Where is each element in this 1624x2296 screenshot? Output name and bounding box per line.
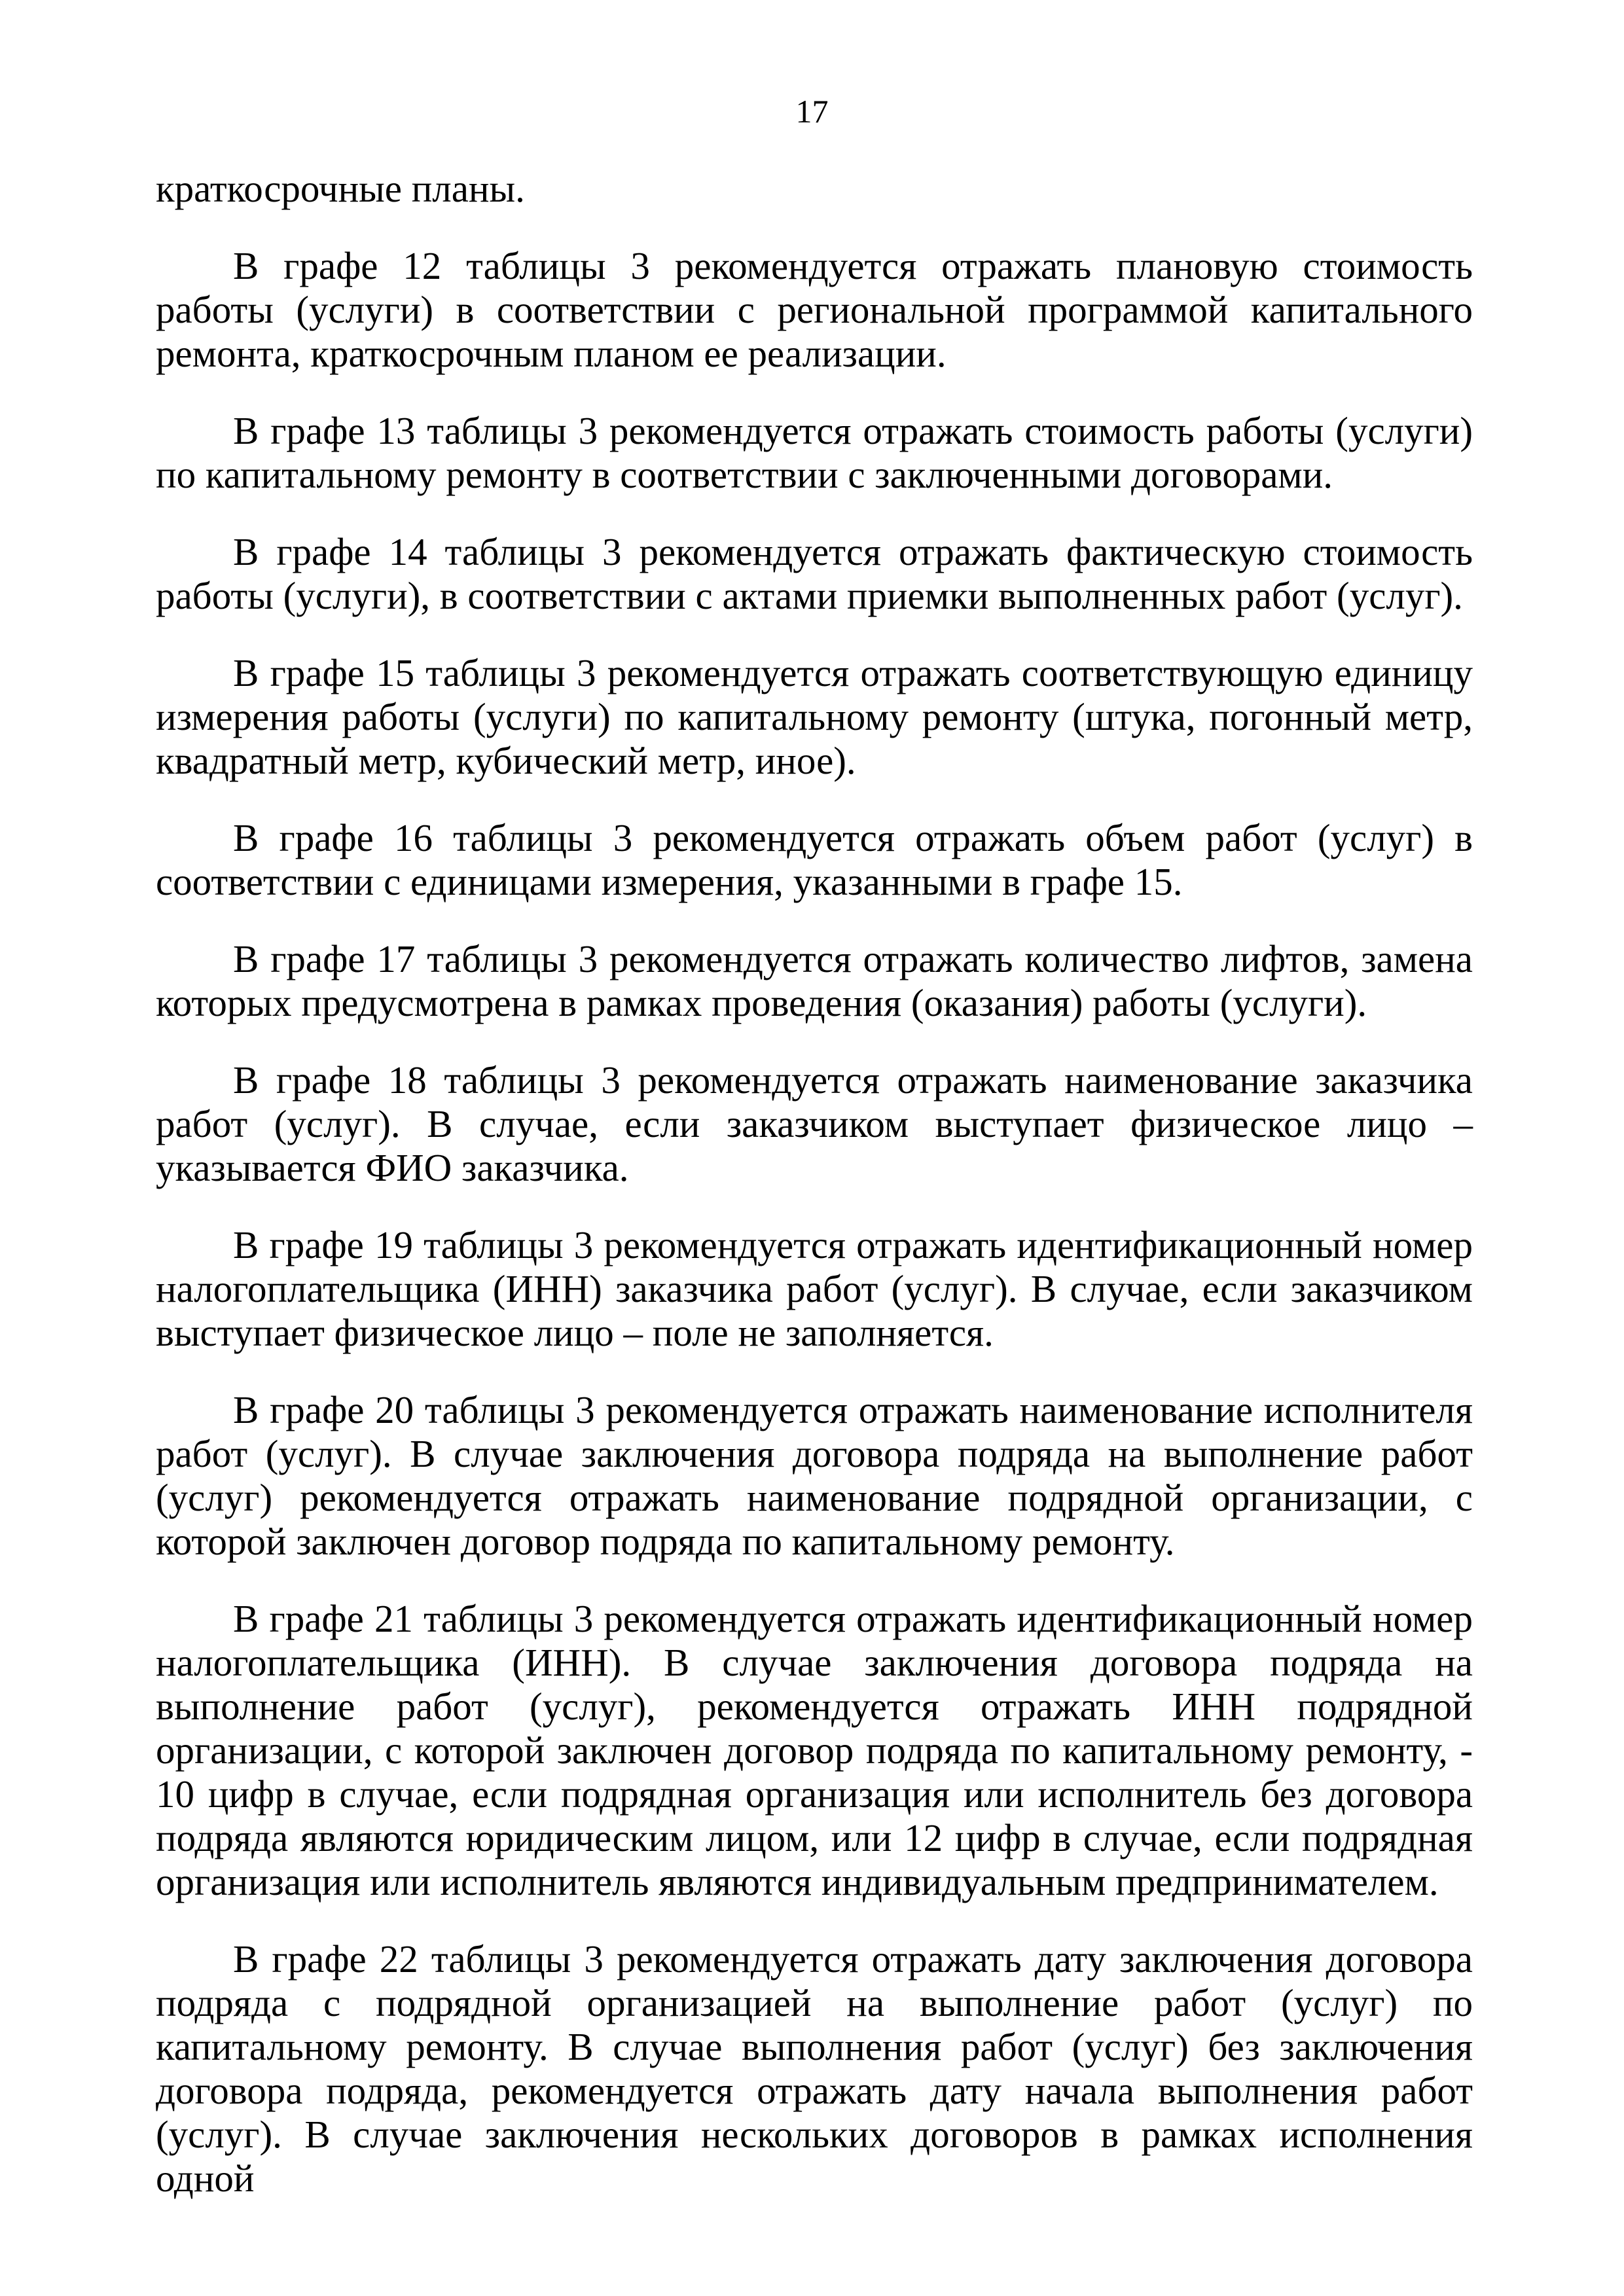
paragraph-column-17: В графе 17 таблицы 3 рекомендуется отражать количество лифтов, замена которых предусмотрена в рамках проведения (оказания) работы (услуги). [156,937,1473,1024]
paragraph-column-15: В графе 15 таблицы 3 рекомендуется отражать соответствующую единицу измерения работы (услуги) по капитальному ремонту (штука, погонный метр, квадратный метр, кубический метр, иное). [156,651,1473,782]
paragraph-column-20: В графе 20 таблицы 3 рекомендуется отражать наименование исполнителя работ (услуг). В случае заключения договора подряда на выполнение работ (услуг) рекомендуется отражать наименование подрядной организации, с которой заключен договор подряда по капитальному ремонту. [156,1388,1473,1563]
paragraph-column-22: В графе 22 таблицы 3 рекомендуется отражать дату заключения договора подряда с подрядной организацией на выполнение работ (услуг) по капитальному ремонту. В случае выполнения работ (услуг) без заключения договора подряда, рекомендуется отражать дату начала выполнения работ (услуг). В случае заключения нескольких договоров в рамках исполнения одной [156,1937,1473,2200]
paragraph-column-13: В графе 13 таблицы 3 рекомендуется отражать стоимость работы (услуги) по капитальному ремонту в соответствии с заключенными договорами. [156,409,1473,496]
paragraph-column-19: В графе 19 таблицы 3 рекомендуется отражать идентификационный номер налогоплательщика (ИНН) заказчика работ (услуг). В случае, если заказчиком выступает физическое лицо – поле не заполняется. [156,1223,1473,1354]
paragraph-column-12: В графе 12 таблицы 3 рекомендуется отражать плановую стоимость работы (услуги) в соответствии с региональной программой капитального ремонта, краткосрочным планом ее реализации. [156,244,1473,375]
document-body [156,167,1473,2200]
paragraph-column-18: В графе 18 таблицы 3 рекомендуется отражать наименование заказчика работ (услуг). В случае, если заказчиком выступает физическое лицо – указывается ФИО заказчика. [156,1058,1473,1189]
paragraph-continuation: краткосрочные планы. [156,167,525,210]
paragraph-column-21: В графе 21 таблицы 3 рекомендуется отражать идентификационный номер налогоплательщика (ИНН). В случае заключения договора подряда на выполнение работ (услуг), рекомендуется отражать ИНН подрядной организации, с которой заключен договор подряда по капитальному ремонту, - 10 цифр в случае, если подрядная организация или исполнитель без договора подряда являются юридическим лицом, или 12 цифр в случае, если подрядная организация или исполнитель являются индивидуальным предпринимателем. [156,1597,1473,1903]
page-number: 17 [795,93,829,130]
paragraph-column-16: В графе 16 таблицы 3 рекомендуется отражать объем работ (услуг) в соответствии с единицами измерения, указанными в графе 15. [156,816,1473,903]
paragraph-column-14: В графе 14 таблицы 3 рекомендуется отражать фактическую стоимость работы (услуги), в соответствии с актами приемки выполненных работ (услуг). [156,530,1473,617]
